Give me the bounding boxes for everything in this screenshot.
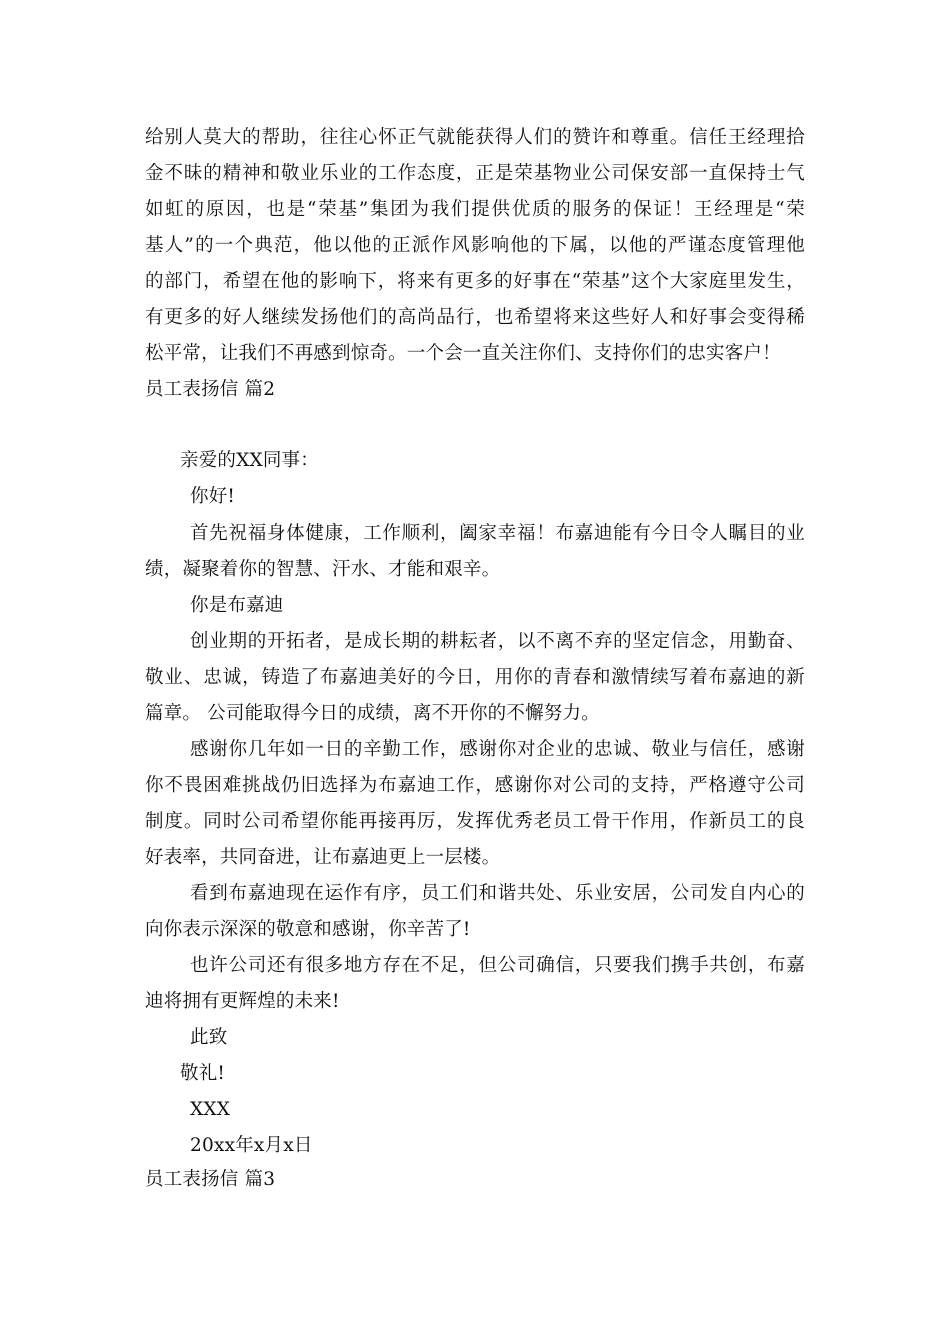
paragraph-line: 向你表示深深的敬意和感谢，你辛苦了!: [145, 919, 471, 940]
paragraph-line: 金不昧的精神和敬业乐业的工作态度，正是荣基物业公司保安部一直保持士气: [145, 163, 805, 184]
paragraph-line: 好表率，共同奋进，让布嘉迪更上一层楼。: [145, 847, 501, 868]
letter-signature: XXX: [190, 1099, 231, 1120]
letter-regards: 敬礼!: [180, 1063, 226, 1084]
paragraph-line: 迪将拥有更辉煌的未来!: [145, 991, 340, 1012]
paragraph-line: 感谢你几年如一日的辛勤工作，感谢你对企业的忠诚、敬业与信任，感谢: [190, 739, 805, 760]
paragraph-line: 基人”的一个典范，他以他的正派作风影响他的下属，以他的严谨态度管理他: [145, 235, 805, 256]
paragraph-line: 你是布嘉迪: [190, 595, 284, 616]
letter-date: 20xx年x月x日: [190, 1135, 313, 1156]
letter-greeting: 你好!: [190, 486, 236, 507]
section-heading-3: 员工表扬信 篇3: [145, 1169, 276, 1190]
paragraph-line: 制度。同时公司希望你能再接再厉，发挥优秀老员工骨干作用，作新员工的良: [145, 811, 805, 832]
paragraph-line: 首先祝福身体健康，工作顺利，阖家幸福！布嘉迪能有今日令人瞩目的业: [190, 523, 805, 544]
paragraph-line: 有更多的好人继续发扬他们的高尚品行，也希望将来这些好人和好事会变得稀: [145, 307, 805, 328]
paragraph-line: 敬业、忠诚，铸造了布嘉迪美好的今日，用你的青春和激情续写着布嘉迪的新: [145, 667, 805, 688]
paragraph-line: 松平常，让我们不再感到惊奇。一个会一直关注你们、支持你们的忠实客户！: [145, 343, 781, 364]
paragraph-line: 创业期的开拓者，是成长期的耕耘者，以不离不弃的坚定信念，用勤奋、: [190, 631, 805, 652]
paragraph-line: 看到布嘉迪现在运作有序，员工们和谐共处、乐业安居，公司发自内心的: [190, 883, 805, 904]
paragraph-line: 也许公司还有很多地方存在不足，但公司确信，只要我们携手共创，布嘉: [190, 955, 805, 976]
letter-salutation: 亲爱的XX同事：: [180, 450, 319, 471]
paragraph-line: 如虹的原因，也是“荣基”集团为我们提供优质的服务的保证！王经理是“荣: [145, 199, 805, 220]
section-heading-2: 员工表扬信 篇2: [145, 379, 276, 400]
paragraph-line: 绩，凝聚着你的智慧、汗水、才能和艰辛。: [145, 559, 501, 580]
paragraph-line: 的部门，希望在他的影响下，将来有更多的好事在“荣基”这个大家庭里发生，: [145, 271, 805, 292]
paragraph-line: 给别人莫大的帮助，往往心怀正气就能获得人们的赞许和尊重。信任王经理拾: [145, 127, 805, 148]
paragraph-line: 你不畏困难挑战仍旧选择为布嘉迪工作，感谢你对公司的支持，严格遵守公司: [145, 775, 805, 796]
paragraph-line: 篇章。 公司能取得今日的成绩，离不开你的不懈努力。: [145, 703, 600, 724]
letter-closing: 此致: [190, 1027, 228, 1048]
